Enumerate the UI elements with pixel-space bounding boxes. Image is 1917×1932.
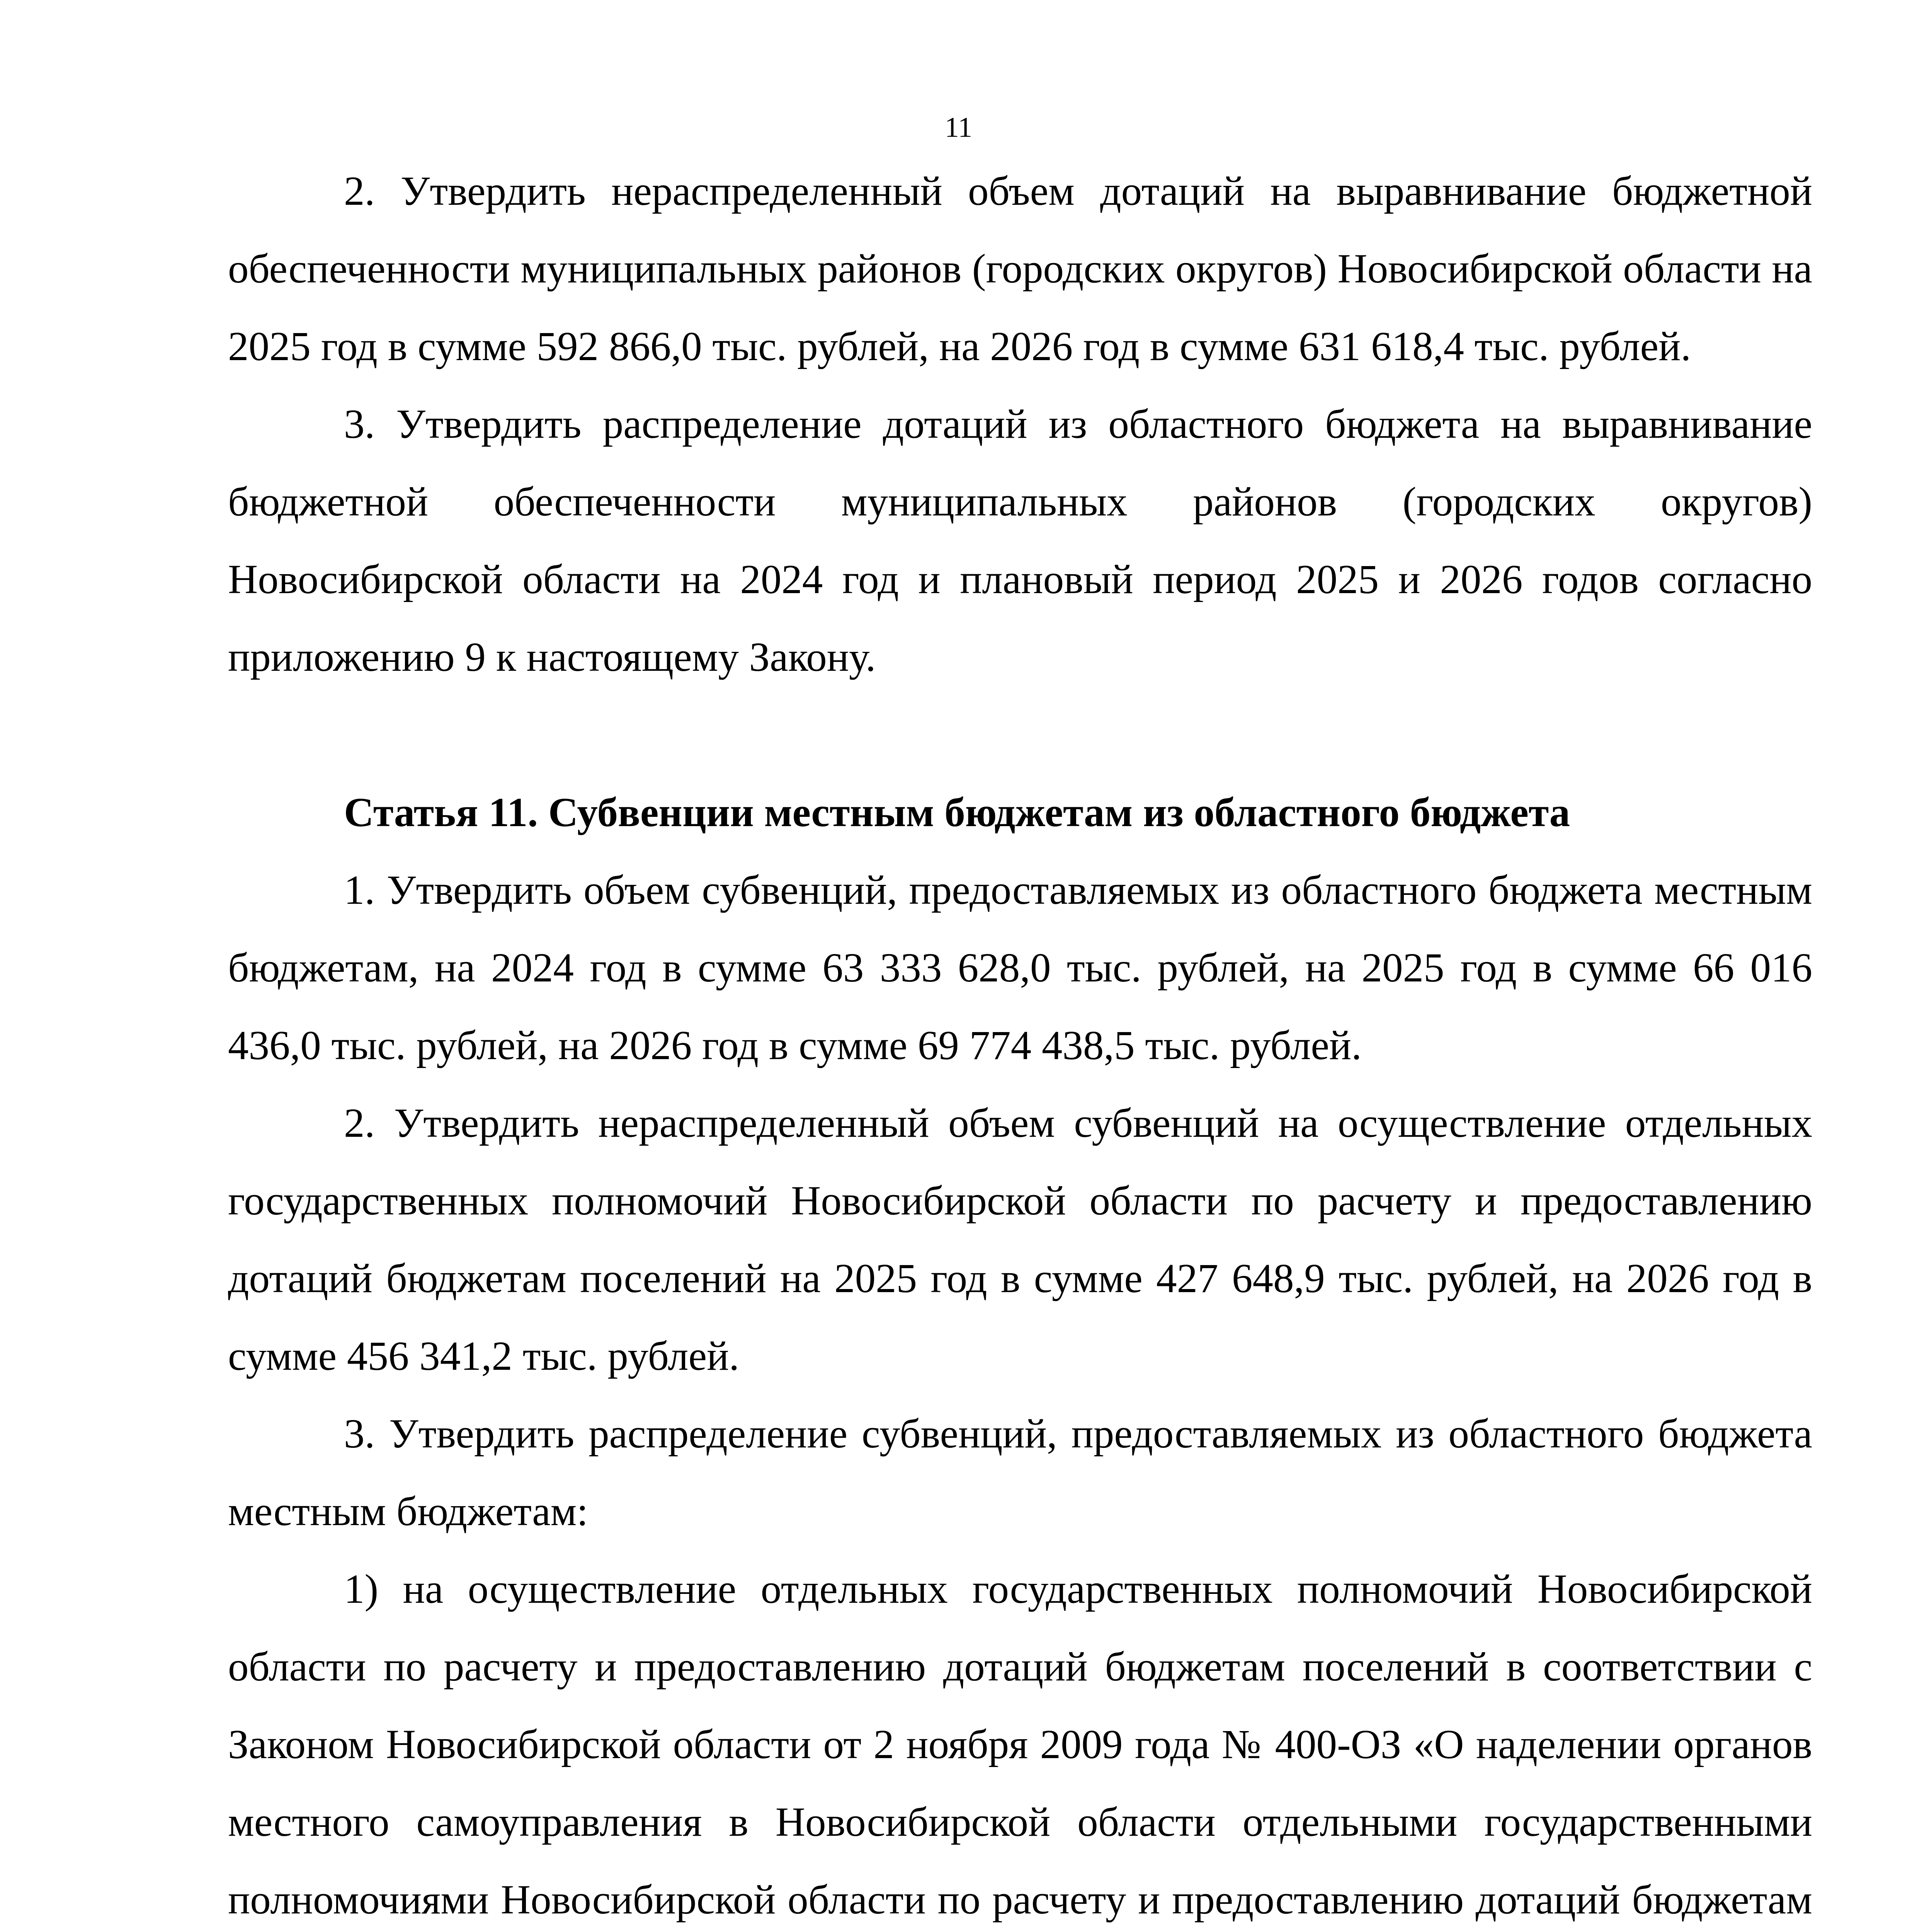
paragraph-undistributed-dotations: 2. Утвердить нераспределенный объем дотаций на выравнивание бюджетной обеспеченности муниципальных районов (городских округов) Новосибирской области на 2025 год в сумме 592 866,0 тыс. рублей, на 2026 год в сумме 631 618,4 тыс. рублей.	[228, 168, 1812, 369]
article-paragraph-subvention-distribution: 3. Утвердить распределение субвенций, предоставляемых из областного бюджета местным бюджетам:	[228, 1411, 1812, 1534]
page-number: 11	[944, 112, 973, 143]
list-item-1: 1) на осуществление отдельных государственных полномочий Новосибирской области по расчету и предоставлению дотаций бюджетам поселений в соответствии с Законом Новосибирской области от 2 ноября 2009 года № 400-ОЗ «О наделении органов местного самоуправления в Новосибирской области отдельными государственными полномочиями Новосибирской области по расчету и предоставлению дотаций бюджетам	[228, 1566, 1812, 1923]
article-11-title: Статья 11. Субвенции местным бюджетам из областного бюджета	[344, 790, 1570, 835]
paragraph-dotations-distribution: 3. Утвердить распределение дотаций из областного бюджета на выравнивание бюджетной обеспеченности муниципальных районов (городских округов) Новосибирской области на 2024 год и плановый период 2025 и 2026 годов согласно приложению 9 к настоящему Закону.	[228, 401, 1812, 680]
article-paragraph-subvention-volume: 1. Утвердить объем субвенций, предоставляемых из областного бюджета местным бюджетам, на 2024 год в сумме 63 333 628,0 тыс. рублей, на 2025 год в сумме 66 016 436,0 тыс. рублей, на 2026 год в сумме 69 774 438,5 тыс. рублей.	[228, 867, 1812, 1068]
article-paragraph-undistributed-subventions: 2. Утвердить нераспределенный объем субвенций на осуществление отдельных государственных полномочий Новосибирской области по расчету и предоставлению дотаций бюджетам поселений на 2025 год в сумме 427 648,9 тыс. рублей, на 2026 год в сумме 456 341,2 тыс. рублей.	[228, 1100, 1812, 1379]
document-body	[228, 153, 1812, 1932]
